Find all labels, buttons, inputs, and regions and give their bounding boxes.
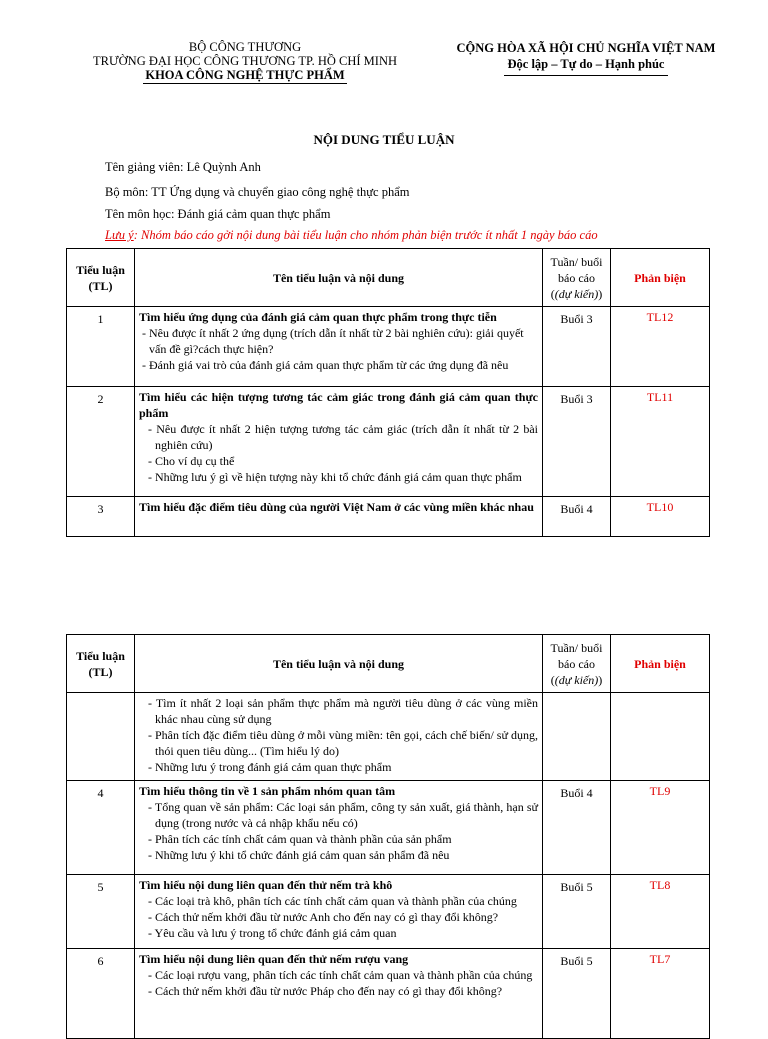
table-row [67, 693, 710, 781]
essay-table-2 [66, 634, 710, 1039]
essay-content [135, 387, 543, 497]
essay-item: - Nêu được ít nhất 2 ứng dụng (trích dẫn ít nhất từ 2 bài nghiên cứu): giải quyết vấn đề gì?cách thực hiện? [142, 326, 524, 356]
essay-item: - Các loại trà khô, phân tích các tính chất cảm quan và thành phần của chúng [148, 894, 517, 908]
report-session: Buổi 4 [543, 497, 611, 537]
reviewer-group: TL7 [611, 949, 710, 1039]
essay-title: Tìm hiểu đặc điểm tiêu dùng của người Việt Nam ở các vùng miền khác nhau [139, 500, 534, 514]
essay-number: 3 [67, 497, 135, 537]
note-text: : Nhóm báo cáo gởi nội dung bài tiểu luận cho nhóm phản biện trước ít nhất 1 ngày báo cáo [133, 228, 598, 242]
essay-number: 1 [67, 307, 135, 387]
essay-item: - Phân tích các tính chất cảm quan và thành phần của sản phẩm [148, 832, 452, 846]
table-header-row [67, 635, 710, 693]
essay-content [135, 875, 543, 949]
ministry-name: BỘ CÔNG THƯƠNG [188, 40, 302, 54]
essay-number: 2 [67, 387, 135, 497]
note-label: Lưu ý [105, 228, 134, 242]
header-session: Tuần/ buổi báo cáo ((dự kiến)) [543, 249, 611, 307]
essay-item: - Cách thử nếm khởi đầu từ nước Pháp cho đến nay có gì thay đổi không? [148, 984, 503, 998]
document-title: NỘI DUNG TIỂU LUẬN [313, 132, 455, 147]
essay-table-1 [66, 248, 710, 537]
header-session: Tuần/ buổi báo cáo ((dự kiến)) [543, 635, 611, 693]
course-line: Tên môn học: Đánh giá cảm quan thực phẩm [105, 207, 331, 221]
reviewer-group: TL8 [611, 875, 710, 949]
essay-number: 4 [67, 781, 135, 875]
essay-title: Tìm hiểu ứng dụng của đánh giá cảm quan thực phẩm trong thực tiễn [139, 310, 497, 324]
report-session: Buổi 3 [543, 387, 611, 497]
essay-item: - Tổng quan về sản phẩm: Các loại sản phẩm, công ty sản xuất, giá thành, hạn sử dụng (trong nước và cả nhập khẩu nếu có) [148, 800, 538, 830]
note-line [105, 228, 598, 243]
lecturer-line: Tên giảng viên: Lê Quỳnh Anh [105, 160, 261, 174]
essay-number: 6 [67, 949, 135, 1039]
country-name: CỘNG HÒA XÃ HỘI CHỦ NGHĨA VIỆT NAM [456, 41, 716, 55]
reviewer-group: TL9 [611, 781, 710, 875]
report-session: Buổi 5 [543, 875, 611, 949]
essay-content [135, 497, 543, 537]
essay-item: - Những lưu ý gì về hiện tượng này khi tổ chức đánh giá cảm quan thực phẩm [148, 470, 522, 484]
essay-title: Tìm hiểu nội dung liên quan đến thử nếm rượu vang [139, 952, 409, 966]
report-session: Buổi 4 [543, 781, 611, 875]
national-motto: Độc lập – Tự do – Hạnh phúc [504, 56, 669, 76]
essay-item: - Cách thử nếm khởi đầu từ nước Anh cho đến nay có gì thay đổi không? [148, 910, 499, 924]
header-essay-title: Tên tiểu luận và nội dung [135, 635, 543, 693]
essay-number [67, 693, 135, 781]
institution-header [85, 40, 405, 84]
essay-title: Tìm hiểu thông tin về 1 sản phẩm nhóm quan tâm [139, 784, 396, 798]
essay-item: - Những lưu ý khi tổ chức đánh giá cảm quan sản phẩm đã nêu [148, 848, 450, 862]
essay-item: - Cho ví dụ cụ thể [148, 454, 235, 468]
header-essay-number: Tiểu luận (TL) [67, 635, 135, 693]
header-session-text: Tuần/ buổi báo cáo [550, 254, 603, 285]
essay-title: Tìm hiểu nội dung liên quan đến thử nếm trà khô [139, 878, 393, 892]
essay-item: - Phân tích đặc điểm tiêu dùng ở mỗi vùng miền: tên gọi, cách chế biến/ sử dụng, thói quen tiêu dùng... (Tìm hiểu lý do) [148, 728, 538, 758]
table-row [67, 781, 710, 875]
faculty-name: KHOA CÔNG NGHỆ THỰC PHẨM [145, 68, 345, 82]
table-header-row [67, 249, 710, 307]
essay-title: Tìm hiểu các hiện tượng tương tác cảm giác trong đánh giá cảm quan thực phẩm [139, 390, 538, 420]
essay-item: - Những lưu ý trong đánh giá cảm quan thực phẩm [148, 760, 392, 774]
report-session: Buổi 3 [543, 307, 611, 387]
essay-content [135, 693, 543, 781]
reviewer-group [611, 693, 710, 781]
essay-item: - Tìm ít nhất 2 loại sản phẩm thực phẩm mà người tiêu dùng ở các vùng miền khác nhau cùng sử dụng [148, 696, 538, 726]
essay-number: 5 [67, 875, 135, 949]
header-session-note: (dự kiến) [554, 672, 599, 687]
department-line: Bộ môn: TT Ứng dụng và chuyển giao công nghệ thực phẩm [105, 185, 410, 199]
header-session-text: Tuần/ buổi báo cáo [550, 640, 603, 671]
table-row [67, 497, 710, 537]
reviewer-group: TL11 [611, 387, 710, 497]
table-row [67, 387, 710, 497]
header-session-note: (dự kiến) [554, 286, 599, 301]
header-essay-number: Tiểu luận (TL) [67, 249, 135, 307]
table-row [67, 307, 710, 387]
header-reviewer: Phản biện [611, 249, 710, 307]
reviewer-group: TL12 [611, 307, 710, 387]
table-row [67, 949, 710, 1039]
report-session: Buổi 5 [543, 949, 611, 1039]
header-essay-title: Tên tiểu luận và nội dung [135, 249, 543, 307]
essay-item: - Các loại rượu vang, phân tích các tính chất cảm quan và thành phần của chúng [148, 968, 533, 982]
essay-content [135, 949, 543, 1039]
header-reviewer: Phản biện [611, 635, 710, 693]
essay-item: - Nêu được ít nhất 2 hiện tượng tương tác cảm giác (trích dẫn ít nhất từ 2 bài nghiên cứu) [148, 422, 538, 452]
national-header [446, 40, 726, 76]
essay-content [135, 307, 543, 387]
essay-item: - Yêu cầu và lưu ý trong tổ chức đánh giá cảm quan [148, 926, 397, 940]
essay-content [135, 781, 543, 875]
university-name: TRƯỜNG ĐẠI HỌC CÔNG THƯƠNG TP. HỒ CHÍ MINH [92, 54, 397, 68]
report-session [543, 693, 611, 781]
reviewer-group: TL10 [611, 497, 710, 537]
essay-item: - Đánh giá vai trò của đánh giá cảm quan thực phẩm từ các ứng dụng đã nêu [142, 358, 509, 372]
table-row [67, 875, 710, 949]
